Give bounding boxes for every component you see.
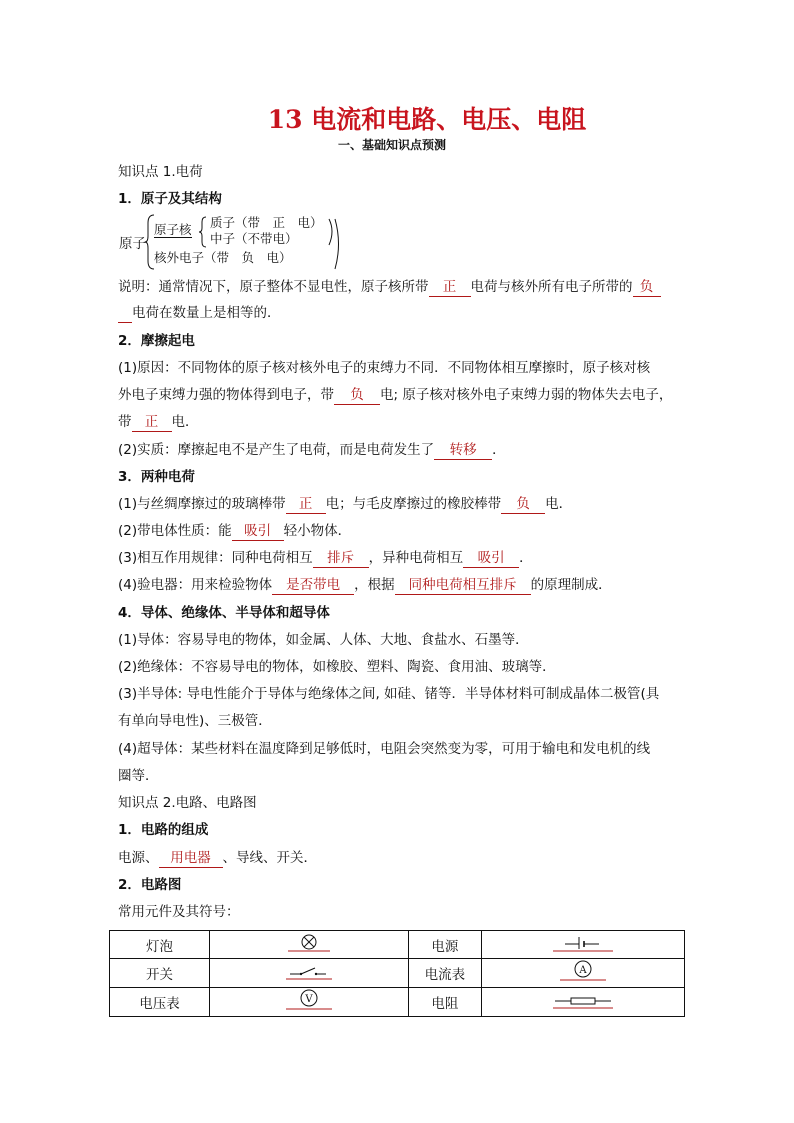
component-name: 灯泡 — [110, 931, 210, 959]
resistor-symbol-cell — [481, 988, 684, 1017]
conductors-item-4-line-2: 圈等． — [118, 768, 159, 784]
table-row — [110, 959, 685, 988]
neutron-label: 中子（不带电） — [210, 231, 298, 246]
two-charges-item-4: (4)验电器：用来检验物体 是否带电 ，根据 同种电荷相互排斥 的原理制成． — [118, 577, 612, 593]
answer-blank: 吸引 — [232, 523, 284, 541]
symbols-intro: 常用元件及其符号： — [118, 904, 240, 920]
atom-label: 原子 — [119, 236, 146, 252]
answer-blank: 负 — [334, 387, 380, 405]
answer-blank: 同种电荷相互排斥 — [395, 577, 531, 595]
answer-blank: 负 — [501, 496, 545, 514]
electron-label: 核外电子（带 负 电） — [154, 250, 292, 265]
nucleus-label: 原子核 — [154, 222, 192, 237]
friction-heading: 2．摩擦起电 — [118, 333, 195, 349]
voltmeter-symbol-cell — [210, 988, 409, 1017]
knowledge-point-1-heading: 知识点 1.电荷 — [118, 164, 203, 180]
two-charges-item-2: (2)带电体性质：能 吸引 轻小物体． — [118, 523, 352, 539]
knowledge-point-2-heading: 知识点 2.电路、电路图 — [118, 795, 257, 811]
conductors-item-2: (2)绝缘体：不容易导电的物体，如橡胶、塑料、陶瓷、食用油、玻璃等． — [118, 659, 556, 675]
ammeter-letter: A — [579, 965, 587, 976]
inner-brace-icon — [198, 215, 208, 249]
answer-blank: 排斥 — [313, 550, 369, 568]
table-row — [110, 988, 685, 1017]
page-title: 13 电流和电路、电压、电阻 — [267, 105, 587, 134]
atom-structure-heading: 1．原子及其结构 — [118, 191, 222, 207]
charge-description-line-1: 说明：通常情况下，原子整体不显电性，原子核所带 正 电荷与核外所有电子所带的 负 — [118, 277, 661, 297]
battery-symbol-cell — [481, 931, 684, 959]
answer-blank: 负 — [633, 279, 661, 297]
answer-blank: 用电器 — [159, 850, 223, 868]
component-name: 电流表 — [409, 959, 481, 988]
lamp-symbol-cell — [210, 931, 409, 959]
answer-blank: 正 — [429, 279, 471, 297]
atom-structure-diagram — [118, 213, 348, 273]
answer-blank: 是否带电 — [272, 577, 354, 595]
charge-description-line-2: 电荷在数量上是相等的． — [118, 303, 281, 323]
component-name: 电压表 — [110, 988, 210, 1017]
switch-symbol-icon — [284, 960, 334, 982]
friction-essence: (2)实质：摩擦起电不是产生了电荷，而是电荷发生了 转移 ． — [118, 442, 506, 458]
ammeter-symbol-icon — [558, 959, 608, 983]
conductors-heading: 4．导体、绝缘体、半导体和超导体 — [118, 605, 330, 621]
lamp-symbol-icon — [286, 932, 332, 954]
friction-cause-line-3: 带 正 电． — [118, 414, 199, 430]
component-name: 开关 — [110, 959, 210, 988]
battery-symbol-icon — [551, 932, 615, 954]
answer-blank: 吸引 — [463, 550, 519, 568]
two-charges-heading: 3．两种电荷 — [118, 469, 195, 485]
closing-parens-icon — [326, 217, 344, 271]
conductors-item-3-line-1: (3)半导体: 导电性能介于导体与绝缘体之间, 如硅、锗等．半导体材料可制成晶体二极管(具 — [118, 686, 660, 702]
proton-label: 质子（带 正 电） — [210, 215, 323, 230]
conductors-item-3-line-2: 有单向导电性)、三极管． — [118, 713, 272, 729]
section-subtitle: 一、基础知识点预测 — [338, 138, 447, 152]
conductors-item-4-line-1: (4)超导体：某些材料在温度降到足够低时，电阻会突然变为零，可用于输电和发电机的线 — [118, 741, 651, 757]
answer-blank: 正 — [286, 496, 326, 514]
component-name: 电源 — [409, 931, 481, 959]
component-name: 电阻 — [409, 988, 481, 1017]
circuit-components-heading: 1．电路的组成 — [118, 822, 209, 838]
answer-blank: 转移 — [434, 442, 492, 460]
circuit-components-text: 电源、 用电器 、导线、开关． — [118, 850, 317, 866]
conductors-item-1: (1)导体：容易导电的物体，如金属、人体、大地、食盐水、石墨等． — [118, 632, 529, 648]
circuit-diagram-heading: 2．电路图 — [118, 877, 182, 893]
two-charges-item-3: (3)相互作用规律：同种电荷相互 排斥 ，异种电荷相互 吸引 ． — [118, 550, 533, 566]
voltmeter-symbol-icon — [284, 988, 334, 1012]
ammeter-symbol-cell — [481, 959, 684, 988]
switch-symbol-cell — [210, 959, 409, 988]
component-symbols-table — [109, 930, 685, 1017]
voltmeter-letter: V — [305, 994, 313, 1005]
friction-cause-line-1: (1)原因：不同物体的原子核对核外电子的束缚力不同．不同物体相互摩擦时，原子核对核 — [118, 360, 651, 376]
two-charges-item-1: (1)与丝绸摩擦过的玻璃棒带 正 电；与毛皮摩擦过的橡胶棒带 负 电． — [118, 496, 573, 512]
table-row — [110, 931, 685, 959]
friction-cause-line-2: 外电子束缚力强的物体得到电子，带 负 电; 原子核对核外电子束缚力弱的物体失去电子， — [118, 387, 673, 403]
resistor-symbol-icon — [551, 989, 615, 1011]
answer-blank: 正 — [132, 414, 172, 432]
